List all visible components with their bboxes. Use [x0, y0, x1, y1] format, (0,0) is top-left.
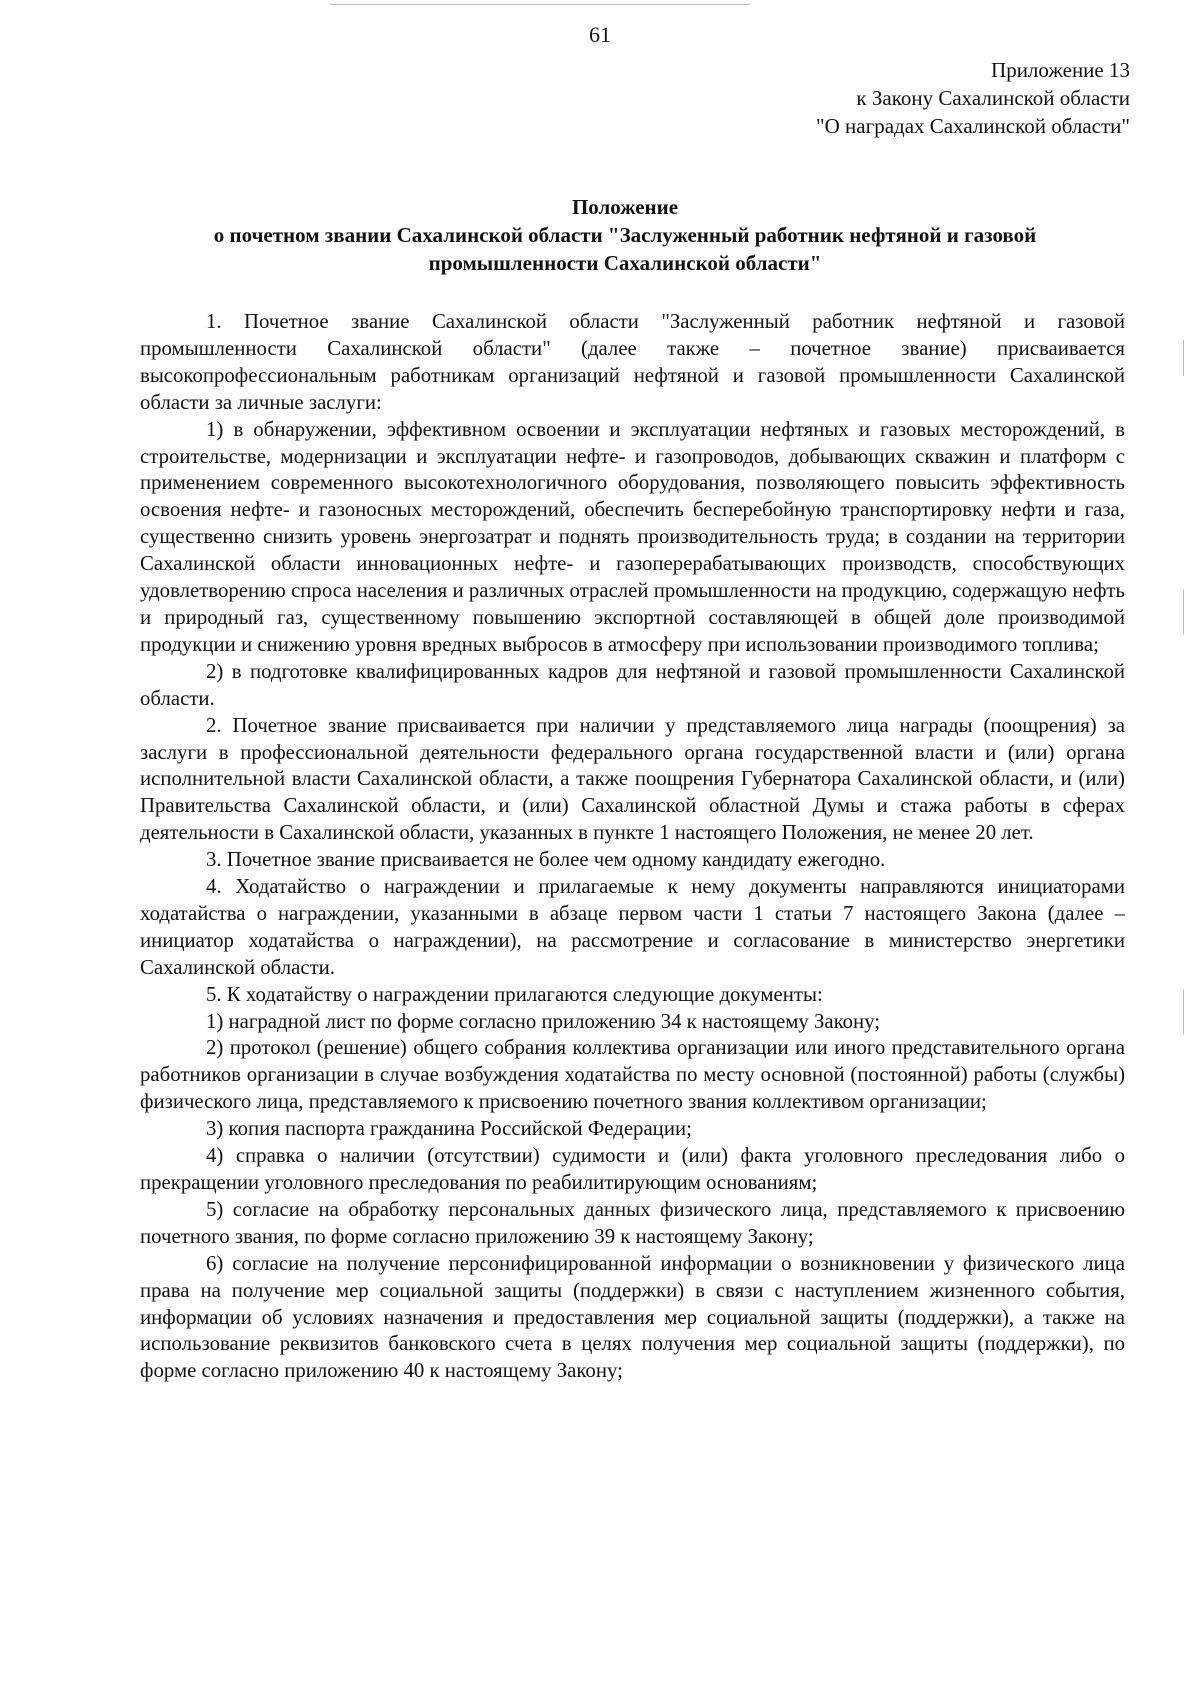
appendix-reference — [570, 56, 1130, 140]
paragraph-clause-5-item-2: 2) протокол (решение) общего собрания коллектива организации или иного представительного органа работников организации в случае возбуждения ходатайства по месту основной (постоянной) работы (службы) физического лица, представляемого к присвоению почетного звания коллективом организации; — [140, 1036, 1125, 1114]
document-title — [130, 193, 1120, 277]
scan-mark — [330, 4, 750, 5]
appendix-line: к Закону Сахалинской области — [856, 86, 1130, 110]
paragraph-clause-1-item-2: 2) в подготовке квалифицированных кадров для нефтяной и газовой промышленности Сахалинской области. — [140, 659, 1125, 710]
paragraph-clause-5-item-6: 6) согласие на получение персонифицированной информации о возникновении у физического лица права на получение мер социальной защиты (поддержки) в связи с наступлением жизненного события, информации об условиях назначения и предоставления мер социальной защиты (поддержки), а также на использование реквизитов банковского счета в целях получения мер социальной защиты (поддержки), по форме согласно приложению 40 к настоящему Закону; — [140, 1251, 1125, 1383]
paragraph-clause-5-item-1: 1) наградной лист по форме согласно приложению 34 к настоящему Закону; — [206, 1009, 881, 1033]
title-line: промышленности Сахалинской области" — [428, 251, 822, 275]
paragraph-clause-1: 1. Почетное звание Сахалинской области "Заслуженный работник нефтяной и газовой промышленности Сахалинской области" (далее также – почетное звание) присваивается высокопрофессиональным работникам организаций нефтяной и газовой промышленности Сахалинской области за личные заслуги: — [140, 310, 1125, 414]
appendix-line: "О наградах Сахалинской области" — [816, 114, 1130, 138]
scan-mark — [1183, 590, 1184, 634]
paragraph-clause-5-item-3: 3) копия паспорта гражданина Российской Федерации; — [206, 1117, 692, 1141]
paragraph-clause-5: 5. К ходатайству о награждении прилагаются следующие документы: — [206, 982, 823, 1006]
paragraph-clause-3: 3. Почетное звание присваивается не более чем одному кандидату ежегодно. — [206, 848, 886, 872]
page-number: 61 — [589, 22, 611, 47]
paragraph-clause-1-item-1: 1) в обнаружении, эффективном освоении и эксплуатации нефтяных и газовых месторождений, в строительстве, модернизации и эксплуатации нефте- и газопроводов, добывающих скважин и платформ с применением современного высокотехнологичного оборудования, позволяющего повысить эффективность освоения нефте- и газоносных месторождений, обеспечить бесперебойную транспортировку нефти и газа, существенно снизить уровень энергозатрат и поднять производительность труда; в создании на территории Сахалинской области инновационных нефте- и газоперерабатывающих производств, способствующих удовлетворению спроса населения и различных отраслей промышленности на продукцию, содержащую нефть и природный газ, существенному повышению экспортной составляющей в общей доле производимой продукции и снижению уровня вредных выбросов в атмосферу при использовании производимого топлива; — [140, 417, 1125, 656]
title-line: Положение — [571, 195, 679, 219]
title-line: о почетном звании Сахалинской области "Заслуженный работник нефтяной и газовой — [213, 223, 1037, 247]
paragraph-clause-2: 2. Почетное звание присваивается при наличии у представляемого лица награды (поощрения) за заслуги в профессиональной деятельности федерального органа государственной власти и (или) органа исполнительной власти Сахалинской области, а также поощрения Губернатора Сахалинской области, и (или) Правительства Сахалинской области, и (или) Сахалинской областной Думы и стажа работы в сферах деятельности в Сахалинской области, указанных в пункте 1 настоящего Положения, не менее 20 лет. — [140, 713, 1125, 845]
document-body — [140, 309, 1125, 1385]
paragraph-clause-4: 4. Ходатайство о награждении и прилагаемые к нему документы направляются инициаторами ходатайства о награждении, указанными в абзаце первом части 1 статьи 7 настоящего Закона (далее – инициатор ходатайства о награждении), на рассмотрение и согласование в министерство энергетики Сахалинской области. — [140, 875, 1125, 979]
scan-mark — [1183, 340, 1184, 376]
scan-mark — [1183, 990, 1184, 1034]
appendix-line: Приложение 13 — [991, 58, 1130, 82]
paragraph-clause-5-item-5: 5) согласие на обработку персональных данных физического лица, представляемого к присвоению почетного звания, по форме согласно приложению 39 к настоящему Закону; — [140, 1197, 1125, 1248]
paragraph-clause-5-item-4: 4) справка о наличии (отсутствии) судимости и (или) факта уголовного преследования либо о прекращении уголовного преследования по реабилитирующим основаниям; — [140, 1144, 1125, 1194]
